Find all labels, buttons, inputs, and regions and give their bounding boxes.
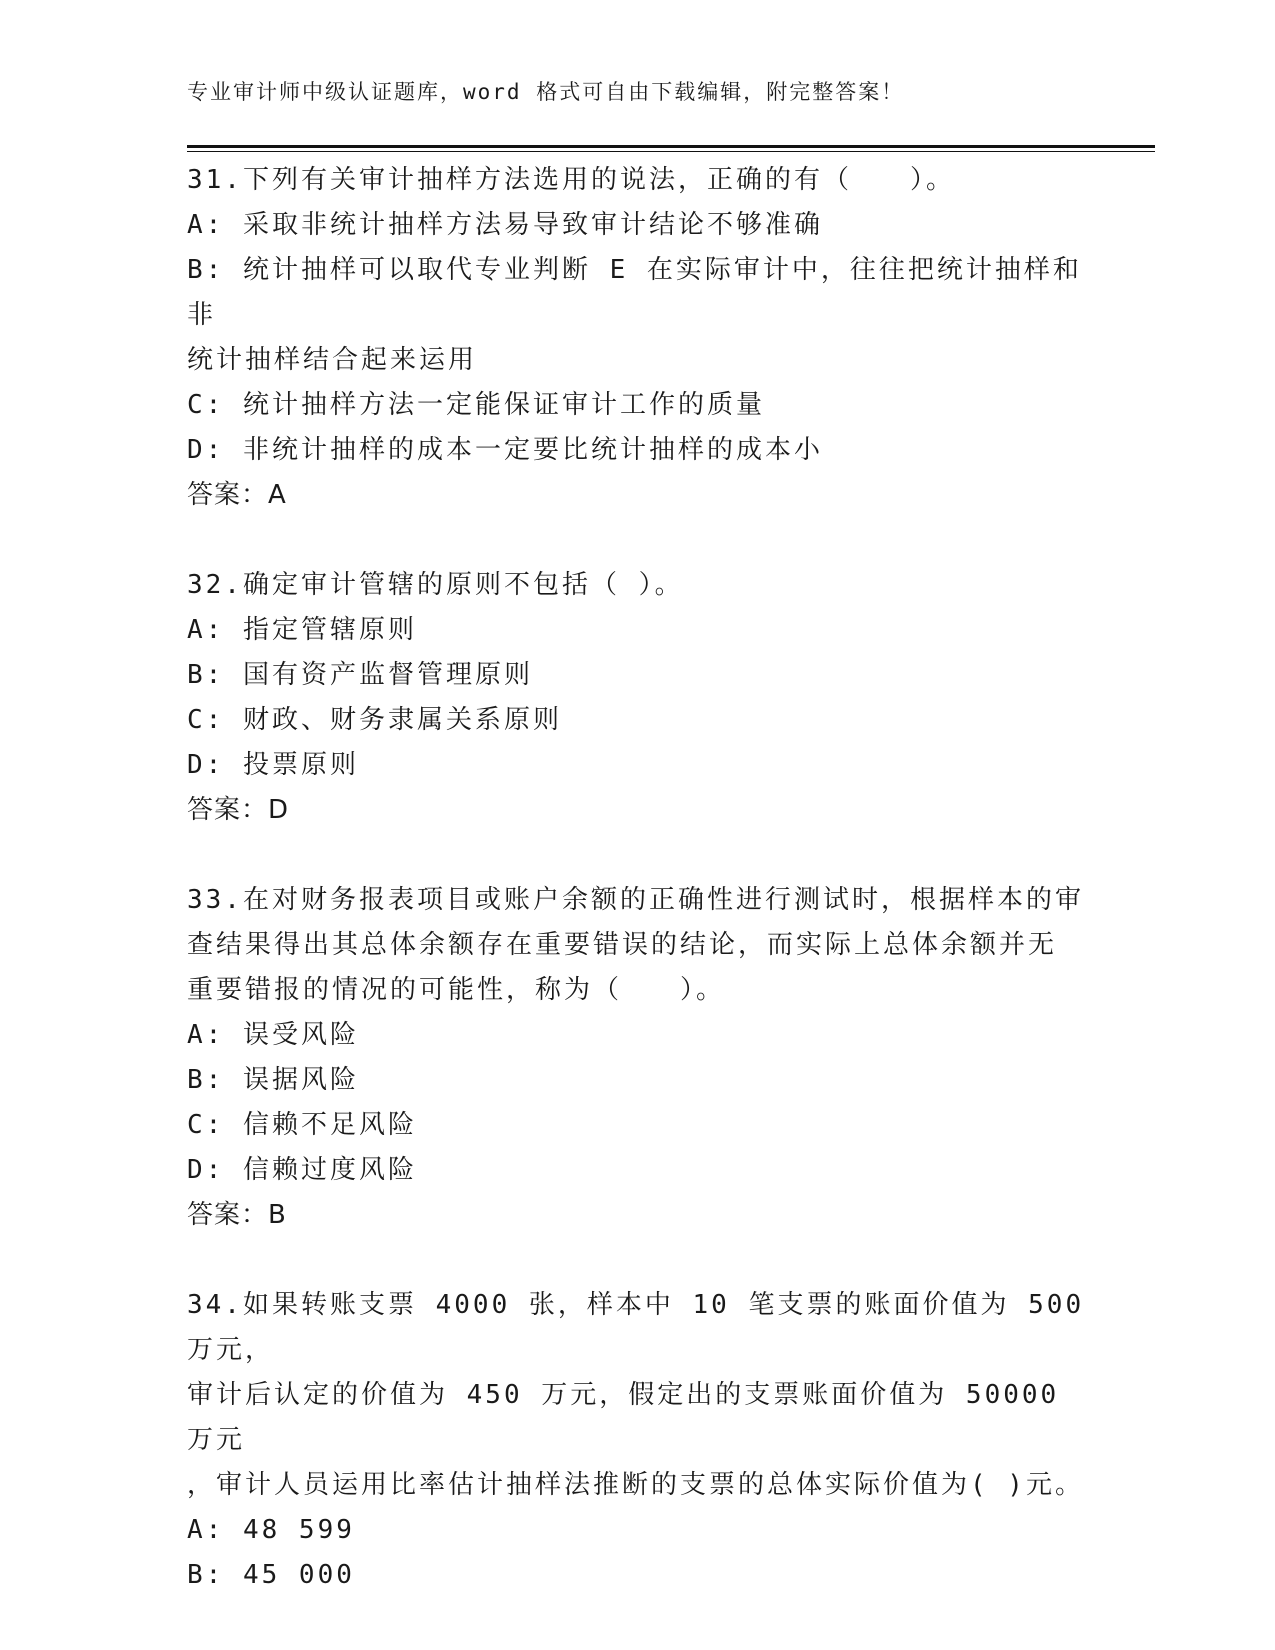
answer-option-line: D: 投票原则: [187, 750, 359, 780]
answer-option-line: A: 指定管辖原则: [187, 615, 417, 645]
question-stem-line: 33.在对财务报表项目或账户余额的正确性进行测试时，根据样本的审: [187, 885, 1084, 915]
question-stem-line: 查结果得出其总体余额存在重要错误的结论，而实际上总体余额并无: [187, 930, 1058, 960]
header-rule-thin: [187, 151, 1155, 152]
answer-key: 答案：A: [187, 480, 287, 510]
header-rule-thick: [187, 145, 1155, 148]
answer-option-line: A: 误受风险: [187, 1020, 359, 1050]
answer-option-line: C: 信赖不足风险: [187, 1110, 417, 1140]
answer-option-line: B: 误据风险: [187, 1065, 359, 1095]
question-block: [187, 878, 1087, 1238]
question-stem-line: 审计后认定的价值为 450 万元，假定出的支票账面价值为 50000 万元: [187, 1380, 1078, 1455]
question-spacer: [187, 1238, 1087, 1283]
question-stem-line: 31.下列有关审计抽样方法选用的说法，正确的有（ ）。: [187, 165, 955, 195]
question-block: [187, 563, 1087, 833]
question-list: [187, 158, 1103, 1598]
question-stem-line: 32.确定审计管辖的原则不包括（ ）。: [187, 570, 684, 600]
question-stem-line: 34.如果转账支票 4000 张，样本中 10 笔支票的账面价值为 500 万元，: [187, 1290, 1103, 1365]
answer-option-line: B: 统计抽样可以取代专业判断 E 在实际审计中，往往把统计抽样和非: [187, 255, 1082, 330]
answer-option-line: D: 非统计抽样的成本一定要比统计抽样的成本小: [187, 435, 823, 465]
page-header: 专业审计师中级认证题库，word 格式可自由下载编辑，附完整答案！: [187, 80, 905, 104]
answer-option-line: A: 48 599: [187, 1515, 355, 1545]
answer-option-line: C: 财政、财务隶属关系原则: [187, 705, 562, 735]
answer-option-line: B: 45 000: [187, 1560, 355, 1590]
answer-option-line: C: 统计抽样方法一定能保证审计工作的质量: [187, 390, 765, 420]
answer-option-line: A: 采取非统计抽样方法易导致审计结论不够准确: [187, 210, 823, 240]
answer-key: 答案：B: [187, 1200, 287, 1230]
question-spacer: [187, 833, 1087, 878]
answer-key: 答案：D: [187, 795, 290, 825]
answer-option-line: D: 信赖过度风险: [187, 1155, 417, 1185]
question-block: [187, 158, 1087, 518]
question-spacer: [187, 518, 1087, 563]
question-block: [187, 1283, 1103, 1598]
answer-option-line: B: 国有资产监督管理原则: [187, 660, 533, 690]
question-stem-line: ，审计人员运用比率估计抽样法推断的支票的总体实际价值为( )元。: [187, 1470, 1084, 1500]
answer-option-line: 统计抽样结合起来运用: [187, 345, 478, 375]
question-stem-line: 重要错报的情况的可能性，称为（ ）。: [187, 975, 726, 1005]
